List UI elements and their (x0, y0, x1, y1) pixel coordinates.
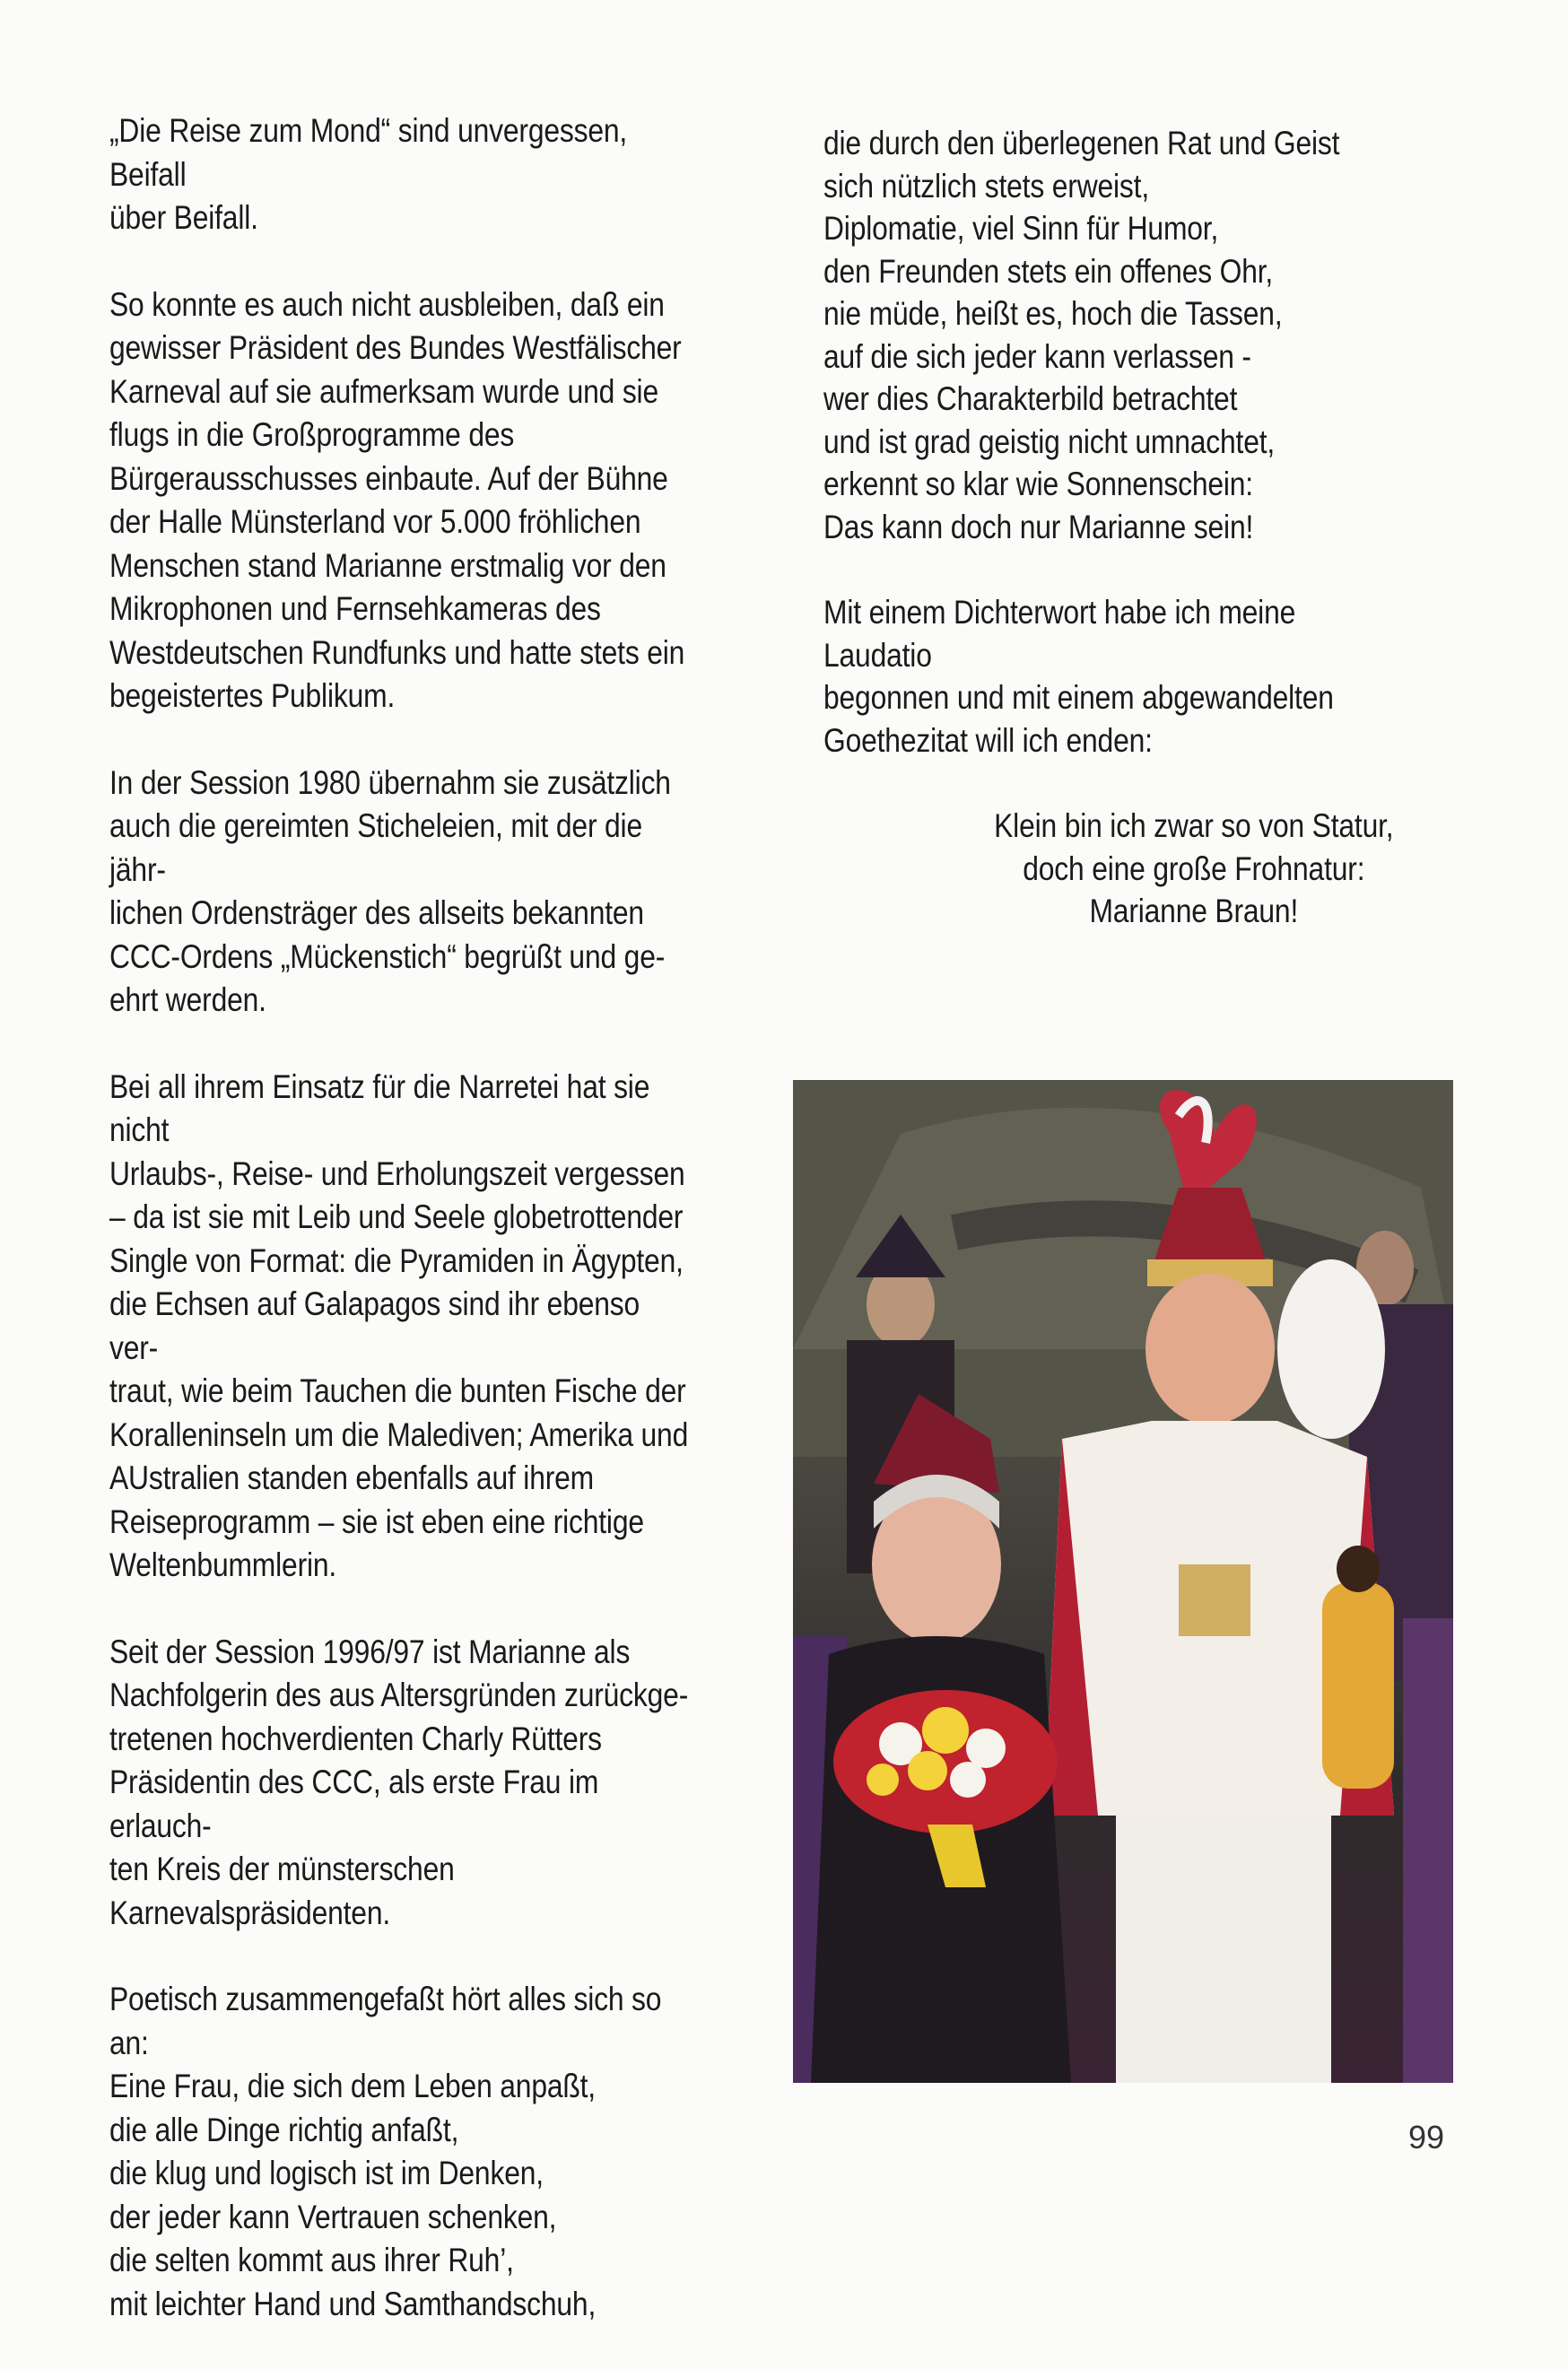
paragraph: „Die Reise zum Mond“ sind unvergessen, Beifall über Beifall. (109, 112, 628, 236)
paragraph: So konnte es auch nicht ausbleiben, daß ein gewisser Präsident des Bundes Westfälischer Karneval auf sie aufmerksam wurde und sie flugs in die Großprogramme des Bürgerausschusses einbaute. Auf der Bühne der Halle Münsterland vor 5.000 fröhlichen Menschen stand Marianne erstmalig vor den Mikrophonen und Fernsehkameras des Westdeutschen Rundfunks und hatte stets ein begeistertes Publikum. (109, 285, 685, 714)
page-number: 99 (1408, 2119, 1445, 2156)
paragraph: Seit der Session 1996/97 ist Marianne als Nachfolgerin des aus Altersgründen zurückge- tretenen hochverdienten Charly Rütters Präsidentin des CCC, als erste Frau im erlauch- ten Kreis der münsterschen Karnevalspräsidenten. (109, 1633, 689, 1931)
paragraph: Mit einem Dichterwort habe ich meine Laudatio begonnen und mit einem abgewandelten Goethezitat will ich enden: (823, 594, 1334, 759)
closing-verse: Klein bin ich zwar so von Statur, doch eine große Frohnatur: Marianne Braun! (994, 807, 1394, 929)
paragraph: Bei all ihrem Einsatz für die Narretei hat sie nicht Urlaubs-, Reise- und Erholungszeit vergessen – da ist sie mit Leib und Seele globetrottender Single von Format: die Pyramiden in Ägypten, die Echsen auf Galapagos sind ihr ebenso ver- traut, wie beim Tauchen die bunten Fische der Koralleninseln um die Malediven; Amerika und AUstralien standen ebenfalls auf ihrem Reiseprogramm – sie ist eben eine richtige Weltenbummlerin. (109, 1067, 689, 1583)
carnival-photo (793, 1080, 1453, 2083)
poem: Poetisch zusammengefaßt hört alles sich so an: Eine Frau, die sich dem Leben anpaßt, die alle Dinge richtig anfaßt, die klug und logisch ist im Denken, der jeder kann Vertrauen schenken, die selten kommt aus ihrer Ruh’, mit leichter Hand und Samthandschuh, (109, 1981, 662, 2322)
paragraph: In der Session 1980 übernahm sie zusätzlich auch die gereimten Sticheleien, mit der die jähr- lichen Ordensträger des allseits bekannten CCC-Ordens „Mückenstich“ begrüßt und ge- ehrt werden. (109, 763, 671, 1018)
right-text-column (823, 122, 1394, 976)
poem-continuation: die durch den überlegenen Rat und Geist sich nützlich stets erweist, Diplomatie, viel Sinn für Humor, den Freunden stets ein offenes Ohr, nie müde, heißt es, hoch die Tassen, auf die sich jeder kann verlassen - wer dies Charakterbild betrachtet und ist grad geistig nicht umnachtet, erkennt so klar wie Sonnenschein: Das kann doch nur Marianne sein! (823, 125, 1340, 545)
left-text-column (109, 109, 696, 2369)
